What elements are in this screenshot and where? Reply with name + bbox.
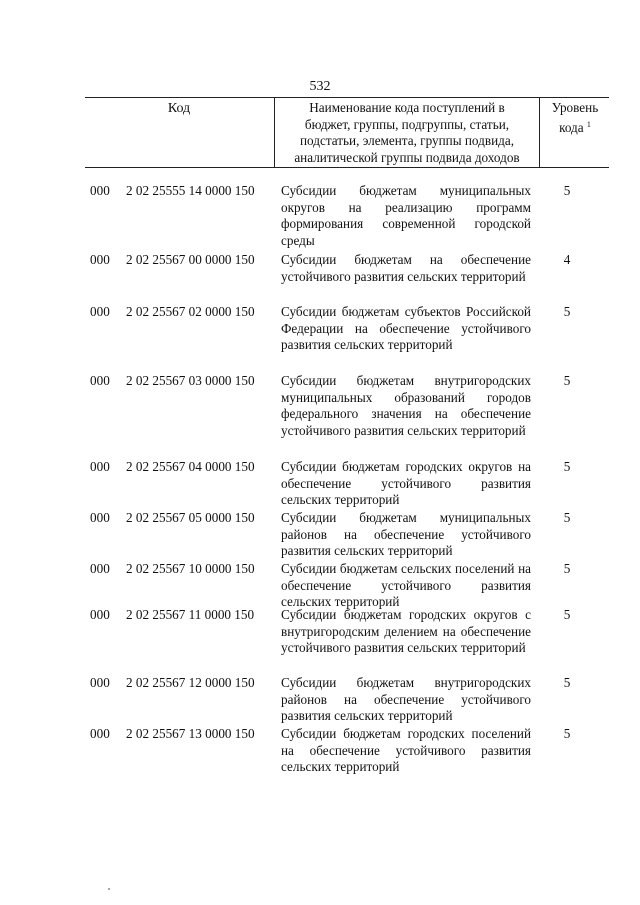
footnote-marker: 1 [586, 119, 591, 129]
admin-code: 000 [90, 561, 110, 576]
income-code: 2 02 25567 13 0000 150 [126, 726, 255, 741]
code-level: 5 [563, 675, 571, 690]
admin-code: 000 [90, 459, 110, 474]
header-name-line: подстатьи, элемента, группы подвида, [300, 133, 514, 148]
admin-code: 000 [90, 510, 110, 525]
header-level-line1: Уровень [551, 100, 599, 115]
code-level: 5 [563, 607, 571, 622]
code-level: 5 [563, 373, 571, 388]
table-row [90, 459, 600, 510]
header-name-line: бюджет, группы, подгруппы, статьи, [304, 116, 510, 132]
table-row [90, 304, 600, 373]
income-name: Субсидии бюджетам муниципальных округов на реализацию программ формирования современной городской среды [281, 183, 531, 248]
income-code: 2 02 25567 12 0000 150 [126, 675, 255, 690]
table-body [90, 183, 600, 777]
income-code: 2 02 25555 14 0000 150 [126, 183, 255, 198]
admin-code: 000 [90, 726, 110, 741]
code-level: 5 [563, 304, 571, 319]
table-row [90, 675, 600, 726]
income-code: 2 02 25567 05 0000 150 [126, 510, 255, 525]
income-name: Субсидии бюджетам городских поселений на обеспечение устойчивого развития сельских территорий [281, 726, 531, 774]
admin-code: 000 [90, 675, 110, 690]
header-name-line: аналитической группы подвида доходов [294, 149, 520, 165]
income-code: 2 02 25567 02 0000 150 [126, 304, 255, 319]
table-row [90, 252, 600, 304]
income-name: Субсидии бюджетам городских округов с внутригородским делением на обеспечение устойчивого развития сельских территорий [281, 607, 531, 655]
table-row [90, 510, 600, 561]
admin-code: 000 [90, 183, 110, 198]
table-row [90, 726, 600, 777]
header-level-word: кода [559, 119, 584, 135]
admin-code: 000 [90, 304, 110, 319]
page-number: 532 [309, 79, 331, 94]
header-level [541, 98, 609, 167]
code-level: 5 [563, 510, 571, 525]
income-name: Субсидии бюджетам муниципальных районов на обеспечение устойчивого развития сельских территорий [281, 510, 531, 558]
code-level: 4 [563, 252, 571, 267]
header-code: Код [167, 101, 191, 116]
income-code: 2 02 25567 03 0000 150 [126, 373, 255, 388]
table-row [90, 183, 600, 252]
income-name: Субсидии бюджетам внутригородских районов на обеспечение устойчивого развития сельских территорий [281, 675, 531, 723]
table-row [90, 561, 600, 607]
header-name-line: Наименование кода поступлений в [309, 100, 505, 115]
scan-speck [108, 888, 110, 890]
header-level-line2 [541, 117, 609, 137]
income-code: 2 02 25567 10 0000 150 [126, 561, 255, 576]
table-row [90, 373, 600, 459]
code-level: 5 [563, 459, 571, 474]
income-code: 2 02 25567 04 0000 150 [126, 459, 255, 474]
income-code: 2 02 25567 00 0000 150 [126, 252, 255, 267]
code-level: 5 [563, 561, 571, 576]
header-name [274, 98, 540, 167]
income-name: Субсидии бюджетам сельских поселений на обеспечение устойчивого развития сельских территорий [281, 561, 531, 609]
income-name: Субсидии бюджетам на обеспечение устойчивого развития сельских территорий [281, 252, 531, 284]
admin-code: 000 [90, 373, 110, 388]
table-header [85, 97, 609, 168]
income-name: Субсидии бюджетам внутригородских муниципальных образований городов федерального значения на обеспечение устойчивого развития сельских территорий [281, 373, 531, 438]
income-code: 2 02 25567 11 0000 150 [126, 607, 255, 622]
income-name: Субсидии бюджетам субъектов Российской Федерации на обеспечение устойчивого развития сельских территорий [281, 304, 531, 352]
code-level: 5 [563, 726, 571, 741]
admin-code: 000 [90, 252, 110, 267]
code-level: 5 [563, 183, 571, 198]
table-row [90, 607, 600, 675]
admin-code: 000 [90, 607, 110, 622]
income-name: Субсидии бюджетам городских округов на обеспечение устойчивого развития сельских территорий [281, 459, 531, 507]
